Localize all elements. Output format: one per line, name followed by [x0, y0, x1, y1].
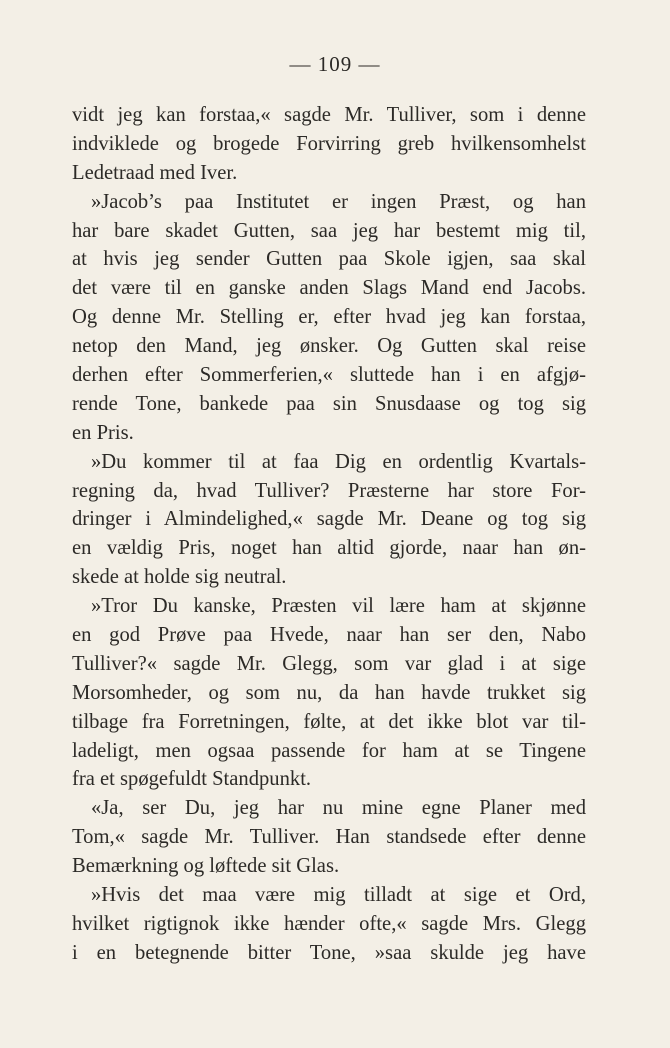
- text-line: skede at holde sig neutral.: [72, 566, 287, 589]
- text-line: vidt jeg kan forstaa,« sagde Mr. Tulliver, som i denne: [72, 104, 586, 126]
- text-line: har bare skadet Gutten, saa jeg har bestemt mig til,: [72, 219, 586, 242]
- text-line: Ledetraad med Iver.: [72, 161, 238, 184]
- text-line: en god Prøve paa Hvede, naar han ser den, Nabo: [72, 624, 586, 647]
- text-line: indviklede og brogede Forvirring greb hvilkensomhelst: [72, 132, 586, 155]
- text-line: »Tror Du kanske, Præsten vil lære ham at skjønne: [91, 595, 586, 618]
- text-line: fra et spøgefuldt Standpunkt.: [72, 768, 312, 791]
- text-line: »Hvis det maa være mig tilladt at sige et Ord,: [91, 884, 586, 907]
- text-line: »Jacob’s paa Institutet er ingen Præst, og han: [91, 190, 586, 213]
- text-line: Tom,« sagde Mr. Tulliver. Han standsede efter denne: [72, 826, 586, 849]
- text-line: regning da, hvad Tulliver? Præsterne har store For-: [72, 479, 586, 502]
- body-text: [72, 101, 586, 968]
- text-line: derhen efter Sommerferien,« sluttede han i en afgjø-: [72, 364, 586, 387]
- text-line: Og denne Mr. Stelling er, efter hvad jeg kan forstaa,: [72, 306, 586, 329]
- text-line: en vældig Pris, noget han altid gjorde, naar han øn-: [72, 537, 586, 560]
- text-line: i en betegnende bitter Tone, »saa skulde jeg have: [72, 941, 586, 964]
- text-line: Tulliver?« sagde Mr. Glegg, som var glad i at sige: [72, 652, 586, 675]
- text-line: rende Tone, bankede paa sin Snusdaase og tog sig: [72, 392, 586, 415]
- text-line: dringer i Almindelighed,« sagde Mr. Deane og tog sig: [72, 508, 586, 531]
- text-line: »Du kommer til at faa Dig en ordentlig Kvartals-: [91, 450, 586, 473]
- text-line: ladeligt, men ogsaa passende for ham at se Tingene: [72, 739, 586, 762]
- text-line: Bemærkning og løftede sit Glas.: [72, 855, 340, 878]
- page-number: — 109 —: [289, 52, 381, 76]
- text-line: at hvis jeg sender Gutten paa Skole igjen, saa skal: [72, 248, 586, 271]
- text-line: netop den Mand, jeg ønsker. Og Gutten skal reise: [72, 335, 586, 358]
- text-line: hvilket rigtignok ikke hænder ofte,« sagde Mrs. Glegg: [72, 912, 586, 935]
- text-line: tilbage fra Forretningen, følte, at det ikke blot var til-: [72, 710, 586, 733]
- text-line: det være til en ganske anden Slags Mand end Jacobs.: [72, 277, 586, 300]
- text-line: Morsomheder, og som nu, da han havde trukket sig: [72, 681, 586, 704]
- text-line: «Ja, ser Du, jeg har nu mine egne Planer med: [91, 797, 586, 820]
- text-line: en Pris.: [72, 421, 134, 444]
